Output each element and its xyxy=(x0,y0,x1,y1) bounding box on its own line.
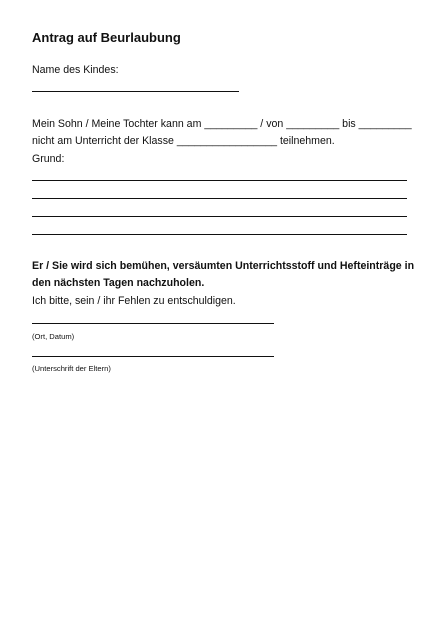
reason-label: Grund: xyxy=(32,153,65,165)
reason-line-2[interactable] xyxy=(32,198,407,199)
place-date-line[interactable] xyxy=(32,323,274,324)
excuse-text: Ich bitte, sein / ihr Fehlen zu entschuldigen. xyxy=(32,295,236,307)
reason-line-4[interactable] xyxy=(32,234,407,235)
child-name-line[interactable] xyxy=(32,91,239,92)
child-name-label: Name des Kindes: xyxy=(32,64,119,76)
reason-line-3[interactable] xyxy=(32,216,407,217)
reason-line-1[interactable] xyxy=(32,180,407,181)
signature-label: (Unterschrift der Eltern) xyxy=(32,364,111,373)
signature-line[interactable] xyxy=(32,356,274,357)
absence-sentence-line-1: Mein Sohn / Meine Tochter kann am _________ / von _________ bis _________ xyxy=(32,118,412,130)
form-title: Antrag auf Beurlaubung xyxy=(32,30,181,45)
notice-line-1: Er / Sie wird sich bemühen, versäumten Unterrichtsstoff und Hefteinträge in xyxy=(32,260,415,272)
place-date-label: (Ort, Datum) xyxy=(32,332,75,341)
absence-sentence-line-2: nicht am Unterricht der Klasse _________________ teilnehmen. xyxy=(32,135,335,147)
notice-line-2: den nächsten Tagen nachzuholen. xyxy=(32,277,205,289)
